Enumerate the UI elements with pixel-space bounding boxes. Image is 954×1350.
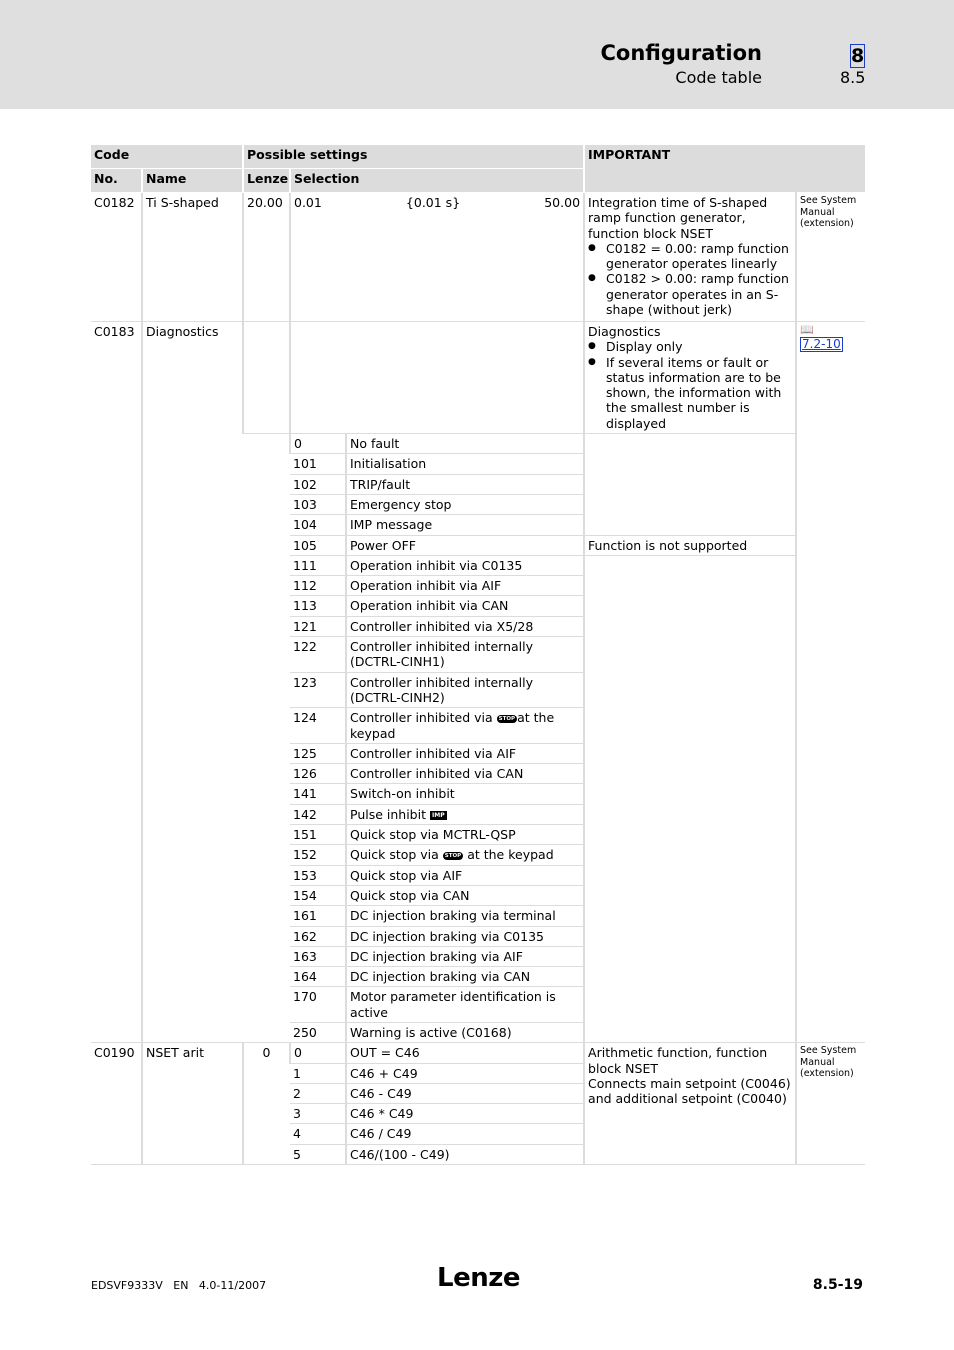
selection-text: Operation inhibit via C0135 <box>346 555 584 575</box>
selection-text: C46 / C49 <box>346 1124 584 1144</box>
selection-text: Switch-on inhibit <box>346 784 584 804</box>
selection-value: 0 <box>290 1043 346 1063</box>
selection-text: Controller inhibited internally (DCTRL-CINH1) <box>346 637 584 673</box>
selection-value: 124 <box>290 708 346 744</box>
header-name: Name <box>142 169 243 193</box>
selection-text: Operation inhibit via CAN <box>346 596 584 616</box>
selection-text: TRIP/fault <box>346 474 584 494</box>
header-no: No. <box>91 169 142 193</box>
reference-note: See System Manual (extension) <box>796 193 865 322</box>
selection-value: 101 <box>290 454 346 474</box>
selection-text: Power OFF <box>346 535 584 555</box>
selection-value: 122 <box>290 637 346 673</box>
selection-range <box>290 193 584 322</box>
important-text <box>584 322 796 434</box>
selection-value: 113 <box>290 596 346 616</box>
reference-note: See System Manual (extension) <box>796 1043 865 1165</box>
bullet-item: ● C0182 = 0.00: ramp function generator operates linearly <box>606 241 792 272</box>
selection-value: 1 <box>290 1063 346 1083</box>
page-subtitle: Code table <box>675 68 762 87</box>
important-description: Integration time of S-shaped ramp function generator, function block NSET <box>588 195 768 241</box>
selection-text: Quick stop via AIF <box>346 865 584 885</box>
important-description: Arithmetic function, function block NSET <box>588 1045 768 1076</box>
selection-min: 0.01 <box>294 195 322 210</box>
selection-text: C46 + C49 <box>346 1063 584 1083</box>
bullet-item: ● C0182 > 0.00: ramp function generator operates in an S-shape (without jerk) <box>606 271 792 317</box>
code-table <box>91 145 865 1165</box>
lenze-logo: Lenze <box>437 1263 520 1293</box>
code-name: NSET arit <box>142 1043 243 1165</box>
selection-text: Quick stop via MCTRL-QSP <box>346 825 584 845</box>
selection-text: Warning is active (C0168) <box>346 1022 584 1042</box>
selection-text: Motor parameter identification is active <box>346 987 584 1023</box>
header-selection: Selection <box>290 169 584 193</box>
selection-value: 164 <box>290 967 346 987</box>
important-empty <box>584 434 796 535</box>
selection-text: DC injection braking via AIF <box>346 946 584 966</box>
selection-value: 170 <box>290 987 346 1023</box>
selection-value: 141 <box>290 784 346 804</box>
text-part: Controller inhibited via <box>350 710 497 726</box>
selection-max: 50.00 <box>544 195 581 210</box>
selection-text: DC injection braking via terminal <box>346 906 584 926</box>
selection-value: 126 <box>290 764 346 784</box>
selection-value: 250 <box>290 1022 346 1042</box>
important-title: Diagnostics <box>588 324 661 339</box>
selection-value: 102 <box>290 474 346 494</box>
selection-value: 121 <box>290 616 346 636</box>
selection-text: Initialisation <box>346 454 584 474</box>
code-name: Ti S-shaped <box>142 193 243 322</box>
selection-value: 104 <box>290 515 346 535</box>
selection-step: {0.01 s} <box>405 195 461 210</box>
header-code: Code <box>91 145 243 169</box>
selection-text: DC injection braking via CAN <box>346 967 584 987</box>
selection-value: 5 <box>290 1144 346 1164</box>
page-number: 8.5-19 <box>812 1277 863 1293</box>
page-header <box>0 0 954 109</box>
selection-text: C46 - C49 <box>346 1083 584 1103</box>
selection-value: 3 <box>290 1104 346 1124</box>
important-empty <box>584 555 796 1042</box>
header-important: IMPORTANT <box>584 145 865 193</box>
code-no: C0182 <box>91 193 142 322</box>
selection-text: Controller inhibited via AIF <box>346 743 584 763</box>
text-part: Quick stop via <box>350 847 443 863</box>
reference-cell <box>796 322 865 1043</box>
page-reference-link[interactable]: 7.2-10 <box>802 337 841 351</box>
bullet-item: ● Display only <box>606 339 792 354</box>
table-row-c0190 <box>91 1043 865 1063</box>
selection-text <box>346 804 584 824</box>
selection-text: Controller inhibited via X5/28 <box>346 616 584 636</box>
code-no: C0183 <box>91 322 142 1043</box>
selection-value: 161 <box>290 906 346 926</box>
selection-value: 105 <box>290 535 346 555</box>
page-title: Configuration <box>600 41 762 65</box>
code-name: Diagnostics <box>142 322 243 1043</box>
selection-text <box>346 845 584 865</box>
selection-text: Quick stop via CAN <box>346 885 584 905</box>
important-text <box>584 193 796 322</box>
selection-text <box>346 708 584 744</box>
text-part: at the keypad <box>463 847 554 863</box>
stop-key-icon: STOP <box>498 715 516 722</box>
lenze-value-empty <box>243 434 290 1043</box>
stop-key-icon: STOP <box>444 852 462 859</box>
selection-value: 154 <box>290 885 346 905</box>
code-no: C0190 <box>91 1043 142 1165</box>
selection-value: 142 <box>290 804 346 824</box>
section-number: 8.5 <box>840 68 866 87</box>
selection-text: Emergency stop <box>346 494 584 514</box>
selection-value: 111 <box>290 555 346 575</box>
selection-text: Controller inhibited via CAN <box>346 764 584 784</box>
selection-value: 163 <box>290 946 346 966</box>
table-row-c0182 <box>91 193 865 322</box>
important-description: Connects main setpoint (C0046) and additional setpoint (C0040) <box>588 1075 791 1107</box>
imp-indicator-icon: IMP <box>431 811 445 819</box>
lenze-value: 20.00 <box>243 193 290 322</box>
table-row-c0183 <box>91 322 865 434</box>
selection-text: Controller inhibited internally (DCTRL-CINH2) <box>346 672 584 708</box>
lenze-value <box>243 322 290 434</box>
selection-value: 0 <box>290 434 346 454</box>
selection-value: 152 <box>290 845 346 865</box>
selection-text: IMP message <box>346 515 584 535</box>
selection-empty <box>290 322 584 434</box>
selection-value: 103 <box>290 494 346 514</box>
important-text <box>584 1043 796 1165</box>
book-icon: 📖 <box>800 323 814 336</box>
text-part: Pulse inhibit <box>350 806 426 822</box>
selection-value: 112 <box>290 576 346 596</box>
selection-text: C46 * C49 <box>346 1104 584 1124</box>
selection-value: 4 <box>290 1124 346 1144</box>
selection-text: No fault <box>346 434 584 454</box>
selection-text: C46/(100 - C49) <box>346 1144 584 1164</box>
selection-value: 162 <box>290 926 346 946</box>
header-lenze: Lenze <box>243 169 290 193</box>
selection-text: Operation inhibit via AIF <box>346 576 584 596</box>
selection-value: 153 <box>290 865 346 885</box>
bullet-item: ● If several items or fault or status information are to be shown, the information with the smallest number is displayed <box>606 355 792 431</box>
text-part: at the keypad <box>350 710 555 741</box>
selection-value: 123 <box>290 672 346 708</box>
selection-value: 2 <box>290 1083 346 1103</box>
selection-value: 151 <box>290 825 346 845</box>
important-not-supported: Function is not supported <box>584 535 796 555</box>
header-possible-settings: Possible settings <box>243 145 584 169</box>
chapter-number: 8 <box>851 45 865 67</box>
document-id: EDSVF9333V EN 4.0-11/2007 <box>91 1279 267 1292</box>
selection-text: OUT = C46 <box>346 1043 584 1063</box>
lenze-value: 0 <box>243 1043 290 1165</box>
table-header-row-1 <box>91 145 865 169</box>
selection-text: DC injection braking via C0135 <box>346 926 584 946</box>
selection-value: 125 <box>290 743 346 763</box>
